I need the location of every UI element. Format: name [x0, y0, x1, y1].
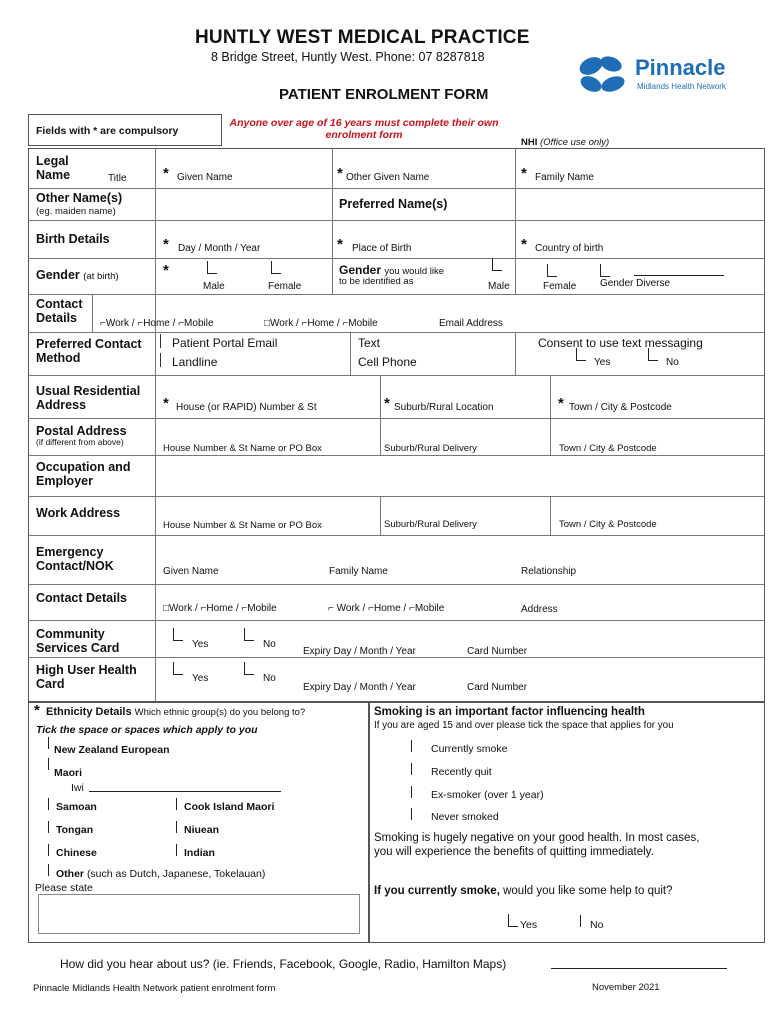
occupation-field[interactable] — [160, 460, 760, 492]
samoan-label: Samoan — [56, 801, 97, 813]
work-suburb-field[interactable]: Suburb/Rural Delivery — [384, 519, 477, 530]
never-smoked-checkbox[interactable] — [411, 808, 412, 820]
title-field[interactable]: Title — [108, 173, 127, 184]
smoking-sub: If you are aged 15 and over please tick the space that applies for you — [374, 720, 674, 731]
required-star: * — [163, 236, 169, 253]
chinese-checkbox[interactable] — [48, 844, 49, 856]
quit-help-no-checkbox[interactable] — [580, 915, 581, 927]
other-names-sub: (eg. maiden name) — [36, 206, 116, 217]
residential-town-field[interactable]: Town / City & Postcode — [569, 402, 672, 413]
chinese-label: Chinese — [56, 847, 97, 859]
emergency-contact-label: Emergency Contact/NOK — [36, 545, 114, 573]
hear-about-us-line[interactable] — [551, 968, 727, 969]
residential-house-field[interactable]: House (or RAPID) Number & St — [176, 402, 317, 413]
huhc-yes-label: Yes — [192, 673, 209, 684]
consent-text-label: Consent to use text messaging — [538, 336, 703, 350]
emergency-phone-options-2 — [328, 603, 444, 614]
quit-help-no-label: No — [590, 919, 604, 931]
mobile-phone-option[interactable]: ⌐Mobile — [178, 318, 214, 329]
gender-label: Gender (at birth) — [36, 268, 119, 282]
required-star: * — [384, 395, 390, 412]
preferred-contact-label: Preferred Contact Method — [36, 337, 142, 365]
work-phone-option[interactable]: □Work / — [163, 603, 198, 614]
work-phone-option[interactable]: ⌐Work / — [100, 318, 135, 329]
currently-smoke-checkbox[interactable] — [411, 740, 412, 752]
work-phone-option[interactable]: □Work / — [264, 318, 299, 329]
nhi-label: NHI — [521, 137, 538, 148]
please-state-input[interactable] — [38, 894, 360, 934]
home-phone-option[interactable]: ⌐Home / — [301, 318, 340, 329]
home-phone-option[interactable]: ⌐Home / — [137, 318, 176, 329]
consent-yes-checkbox[interactable] — [576, 348, 586, 361]
emergency-contact-details-label: Contact Details — [36, 591, 127, 605]
contact-text-option[interactable]: Text — [358, 336, 381, 350]
currently-smoke-label: Currently smoke — [431, 743, 508, 755]
emergency-given-field[interactable]: Given Name — [163, 566, 219, 577]
gender-female-label: Female — [268, 281, 302, 292]
dob-field[interactable]: Day / Month / Year — [178, 243, 261, 254]
other-given-name-field[interactable]: Other Given Name — [346, 172, 430, 183]
cook-island-label: Cook Island Maori — [184, 801, 275, 813]
age-note: Anyone over age of 16 years must complete their own enrolment form — [229, 117, 499, 141]
huhc-no-checkbox[interactable] — [244, 662, 254, 675]
required-star: * — [163, 262, 169, 279]
gender-diverse-line[interactable] — [634, 275, 724, 276]
work-house-field[interactable]: House Number & St Name or PO Box — [163, 520, 322, 531]
required-star: * — [337, 165, 343, 182]
postal-address-label: Postal Address — [36, 424, 127, 438]
identity-diverse-checkbox[interactable] — [600, 264, 610, 277]
pinnacle-logo — [575, 52, 745, 98]
huhc-yes-checkbox[interactable] — [173, 662, 183, 675]
place-of-birth-field[interactable]: Place of Birth — [352, 243, 412, 254]
maori-checkbox[interactable] — [48, 758, 49, 770]
recently-quit-checkbox[interactable] — [411, 763, 412, 775]
contact-phone-options-2 — [264, 318, 378, 329]
identity-female-checkbox[interactable] — [547, 264, 557, 277]
required-star: * — [163, 395, 169, 412]
csc-yes-checkbox[interactable] — [173, 628, 183, 641]
csc-no-label: No — [263, 639, 276, 650]
required-star: * — [163, 165, 169, 182]
required-star: * — [521, 236, 527, 253]
logo-subtitle: Midlands Health Network — [637, 82, 726, 91]
huhc-label: High User Health Card — [36, 663, 137, 691]
csc-yes-label: Yes — [192, 639, 209, 650]
maori-label: Maori — [54, 767, 83, 779]
mobile-phone-option[interactable]: ⌐Mobile — [342, 318, 378, 329]
pinnacle-flower-icon — [575, 52, 635, 98]
practice-address: 8 Bridge Street, Huntly West. Phone: 07 8287818 — [211, 50, 485, 64]
required-star: * — [337, 236, 343, 253]
logo-wordmark: Pinnacle — [635, 55, 726, 80]
postal-town-field[interactable]: Town / City & Postcode — [559, 443, 657, 454]
legal-name-label: Legal Name — [36, 154, 71, 182]
footer-date: November 2021 — [592, 982, 660, 993]
nz-european-label: New Zealand European — [54, 744, 170, 756]
tongan-label: Tongan — [56, 824, 94, 836]
hear-about-us-label: How did you hear about us? (ie. Friends, Facebook, Google, Radio, Hamilton Maps) — [60, 957, 507, 971]
other-ethnicity-checkbox[interactable] — [48, 864, 49, 876]
gender-male-checkbox[interactable] — [207, 261, 217, 274]
gender-identity-sub: to be identified as — [339, 276, 414, 287]
work-town-field[interactable]: Town / City & Postcode — [559, 519, 657, 530]
identity-female-label: Female — [543, 281, 577, 292]
occupation-label: Occupation and Employer — [36, 460, 131, 488]
contact-portal-option[interactable]: Patient Portal Email — [172, 336, 278, 350]
contact-details-label: Contact Details — [36, 297, 83, 325]
indian-label: Indian — [184, 847, 215, 859]
compulsory-note: Fields with * are compulsory — [36, 125, 179, 137]
niuean-checkbox[interactable] — [176, 821, 177, 833]
csc-expiry-field[interactable]: Expiry Day / Month / Year — [303, 646, 416, 657]
niuean-label: Niuean — [184, 824, 220, 836]
required-star: * — [521, 165, 527, 182]
practice-name: HUNTLY WEST MEDICAL PRACTICE — [195, 27, 530, 48]
country-of-birth-field[interactable]: Country of birth — [535, 243, 604, 254]
postal-house-field[interactable]: House Number & St Name or PO Box — [163, 443, 322, 454]
quit-help-yes-label: Yes — [520, 919, 538, 931]
nhi-field[interactable] — [521, 137, 609, 148]
emergency-address-field[interactable]: Address — [521, 604, 558, 615]
residential-suburb-field[interactable]: Suburb/Rural Location — [394, 402, 494, 413]
work-address-label: Work Address — [36, 506, 121, 520]
samoan-checkbox[interactable] — [48, 798, 49, 810]
tongan-checkbox[interactable] — [48, 821, 49, 833]
contact-landline-option[interactable]: Landline — [172, 355, 218, 369]
emergency-family-field[interactable]: Family Name — [329, 566, 388, 577]
consent-no-checkbox[interactable] — [648, 348, 658, 361]
email-address-field[interactable]: Email Address — [439, 318, 503, 329]
work-phone-option[interactable]: ⌐ Work / — [328, 603, 366, 614]
smoking-box — [368, 701, 765, 943]
home-phone-option[interactable]: ⌐Home / — [200, 603, 239, 614]
quit-help-question: If you currently smoke, would you like some help to quit? — [374, 885, 673, 897]
iwi-label: Iwi — [71, 782, 84, 794]
cook-island-checkbox[interactable] — [176, 798, 177, 810]
form-title: PATIENT ENROLMENT FORM — [279, 86, 489, 103]
mobile-phone-option[interactable]: ⌐Mobile — [241, 603, 277, 614]
residential-address-label: Usual Residential Address — [36, 384, 141, 412]
ex-smoker-label: Ex-smoker (over 1 year) — [431, 789, 544, 801]
csc-no-checkbox[interactable] — [244, 628, 254, 641]
gender-male-label: Male — [203, 281, 225, 292]
home-phone-option[interactable]: ⌐Home / — [368, 603, 407, 614]
indian-checkbox[interactable] — [176, 844, 177, 856]
identity-male-label: Male — [488, 281, 510, 292]
other-ethnicity-label: Other (such as Dutch, Japanese, Tokelauan) — [56, 868, 266, 880]
iwi-line[interactable] — [89, 791, 281, 792]
required-star: * — [34, 702, 40, 719]
footer-form-name: Pinnacle Midlands Health Network patient enrolment form — [33, 983, 276, 994]
nz-european-checkbox[interactable] — [48, 737, 49, 749]
ethnicity-heading: Ethnicity Details Which ethnic group(s) do you belong to? — [46, 706, 306, 718]
other-names-label: Other Name(s) — [36, 191, 123, 205]
smoking-warning: Smoking is hugely negative on your good health. In most cases, you will experience the benefits of quitting immediately. — [374, 832, 700, 858]
gender-female-checkbox[interactable] — [271, 261, 281, 274]
never-smoked-label: Never smoked — [431, 811, 499, 823]
smoking-heading: Smoking is an important factor influencing health — [374, 706, 645, 718]
consent-yes-label: Yes — [594, 357, 611, 368]
ethnicity-tick-note: Tick the space or spaces which apply to you — [36, 724, 258, 736]
quit-help-yes-checkbox[interactable] — [508, 914, 518, 927]
huhc-no-label: No — [263, 673, 276, 684]
identity-male-checkbox[interactable] — [492, 258, 502, 271]
preferred-name-field[interactable]: Preferred Name(s) — [339, 197, 448, 211]
postal-address-sub: (if different from above) — [36, 437, 124, 447]
postal-suburb-field[interactable]: Suburb/Rural Delivery — [384, 443, 477, 454]
gender-identity-label: Gender you would like — [339, 263, 445, 277]
csc-card-number-field[interactable]: Card Number — [467, 646, 528, 657]
consent-no-label: No — [666, 357, 679, 368]
contact-cell-option[interactable]: Cell Phone — [358, 355, 417, 369]
huhc-expiry-field[interactable]: Expiry Day / Month / Year — [303, 682, 416, 693]
ex-smoker-checkbox[interactable] — [411, 786, 412, 798]
mobile-phone-option[interactable]: ⌐Mobile — [408, 603, 445, 614]
nhi-note: (Office use only) — [540, 137, 610, 148]
emergency-phone-options — [163, 603, 277, 614]
recently-quit-label: Recently quit — [431, 766, 492, 778]
given-name-field[interactable]: Given Name — [177, 172, 233, 183]
please-state-label: Please state — [35, 882, 93, 894]
emergency-relationship-field[interactable]: Relationship — [521, 566, 577, 577]
required-star: * — [558, 395, 564, 412]
huhc-card-number-field[interactable]: Card Number — [467, 682, 528, 693]
family-name-field[interactable]: Family Name — [535, 172, 594, 183]
birth-details-label: Birth Details — [36, 232, 110, 246]
csc-label: Community Services Card — [36, 627, 120, 655]
identity-diverse-label: Gender Diverse — [600, 278, 671, 289]
contact-phone-options — [100, 318, 214, 329]
